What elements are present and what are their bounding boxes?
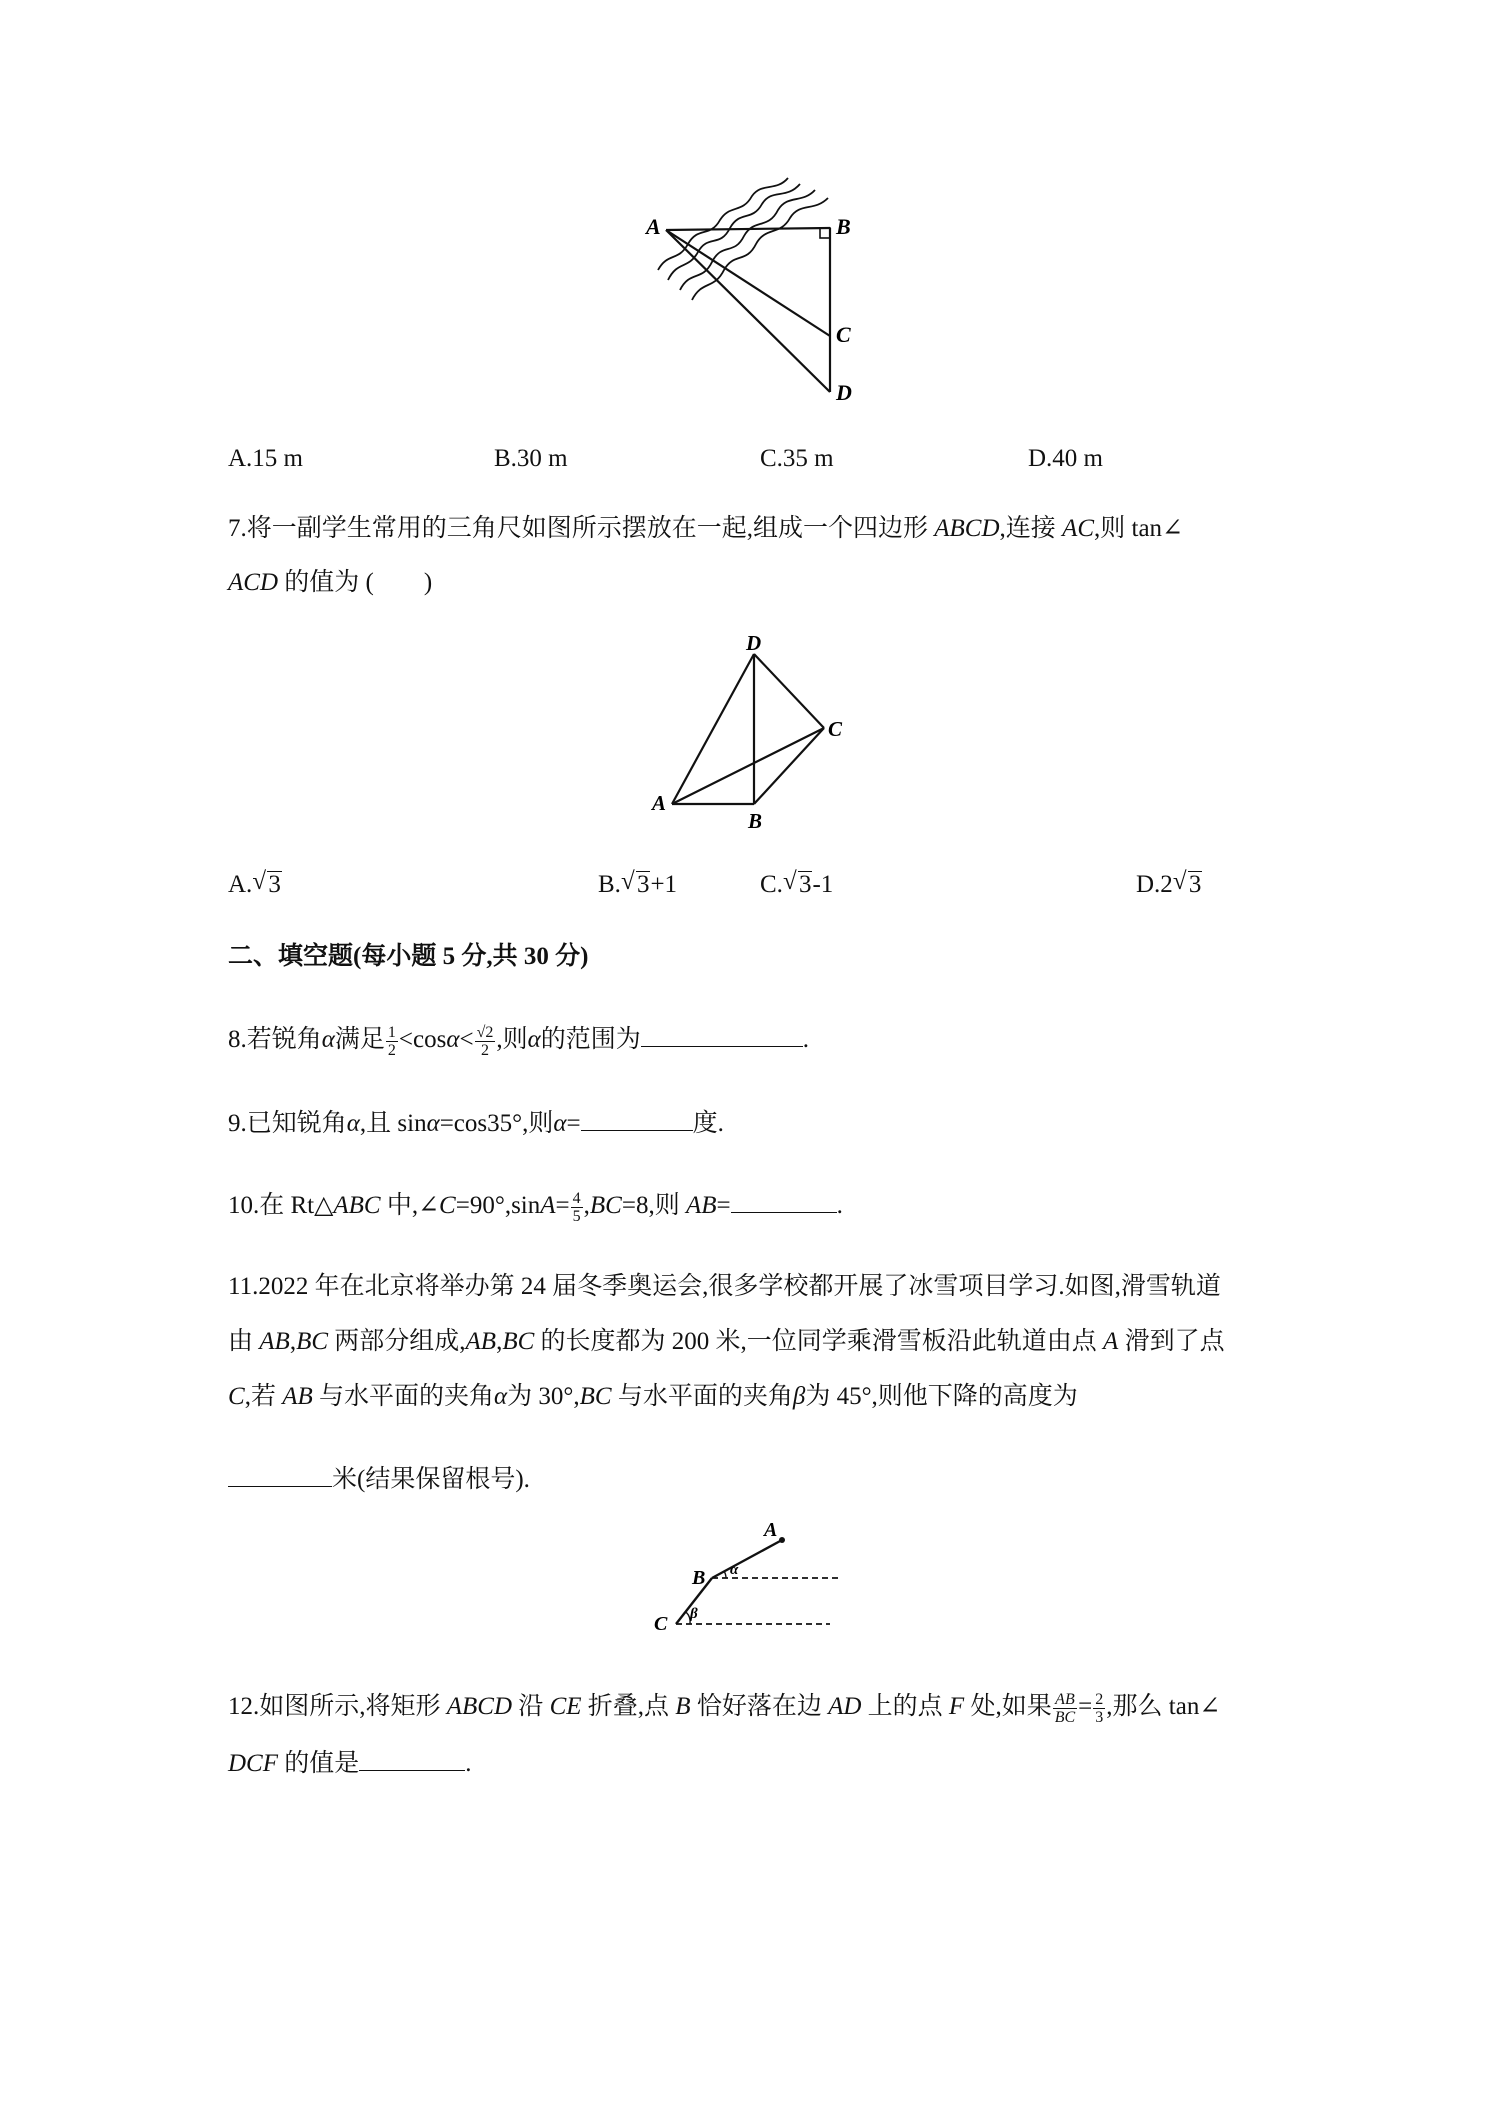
q7-option-b: B. √ 3+1 xyxy=(598,868,678,898)
label-C: C xyxy=(828,717,843,741)
q8-line: 8.若锐角α满足 $\frac{1}{2}$ <cosα< $\frac{√2}{2}$ ,则α的范围为 . xyxy=(228,1023,810,1059)
quadrilateral-lines xyxy=(672,654,824,804)
angle-alpha-arc xyxy=(724,1571,726,1578)
q12-line-2: DCF 的值是 . xyxy=(228,1746,472,1781)
q7-option-c: C. √ 3-1 xyxy=(760,868,834,898)
q6-option-a: A.15 m xyxy=(228,445,303,472)
q6-option-b: B.30 m xyxy=(494,445,568,472)
figure-q7 xyxy=(640,630,870,830)
label-A: A xyxy=(764,1519,778,1541)
q10-line: 10.在 Rt△ABC 中,∠C=90°,sinA= $\frac{4}{5}$ ,BC=8,则 AB= . xyxy=(228,1189,843,1225)
q7-option-a: A. √ 3 xyxy=(228,868,281,898)
section-heading: 二、填空题(每小题 5 分,共 30 分) xyxy=(228,943,589,970)
q7-option-d: D.2 √ 3 xyxy=(1136,868,1202,898)
answer-blank xyxy=(359,1746,465,1771)
label-B: B xyxy=(748,809,763,830)
label-A: A xyxy=(652,791,667,815)
label-D: D xyxy=(746,631,762,655)
q11-line-4: 米(结果保留根号). xyxy=(228,1462,530,1497)
label-A: A xyxy=(646,214,661,239)
point-A xyxy=(779,1537,785,1543)
label-C: C xyxy=(836,322,851,347)
river-waves xyxy=(658,178,828,300)
q9-line: 9.已知锐角α,且 sinα=cos35°,则α= 度. xyxy=(228,1106,724,1141)
label-beta: β xyxy=(690,1606,698,1622)
q11-line-2: 由 AB,BC 两部分组成,AB,BC 的长度都为 200 米,一位同学乘滑雪板沿此轨道由点 A 滑到了点 xyxy=(228,1328,1225,1355)
label-D: D xyxy=(836,380,852,405)
answer-blank xyxy=(731,1188,837,1213)
label-B: B xyxy=(692,1567,706,1589)
label-alpha: α xyxy=(730,1562,739,1578)
q6-option-c: C.35 m xyxy=(760,445,834,472)
q11-line-3: C,若 AB 与水平面的夹角α为 30°,BC 与水平面的夹角β为 45°,则他下降的高度为 xyxy=(228,1383,1078,1410)
figure-q6 xyxy=(630,170,890,410)
q6-option-d: D.40 m xyxy=(1028,445,1103,472)
figure-q11 xyxy=(640,1508,860,1638)
label-C: C xyxy=(654,1613,668,1635)
answer-blank xyxy=(641,1022,803,1047)
q7-line-1: 7.将一副学生常用的三角尺如图所示摆放在一起,组成一个四边形 ABCD,连接 AC,则 tan∠ xyxy=(228,515,1184,542)
q11-line-1: 11.2022 年在北京将举办第 24 届冬季奥运会,很多学校都开展了冰雪项目学习.如图,滑雪轨道 xyxy=(228,1273,1221,1300)
label-B: B xyxy=(836,214,851,239)
answer-blank xyxy=(228,1462,332,1487)
q12-line-1: 12.如图所示,将矩形 ABCD 沿 CE 折叠,点 B 恰好落在边 AD 上的点 F 处,如果 $\frac{AB}{BC}$ = $\frac{2}{3}$ ,那么 tan∠ xyxy=(228,1690,1221,1726)
q7-line-2: ACD 的值为 ( ) xyxy=(228,569,433,596)
figure-lines xyxy=(666,228,830,392)
answer-blank xyxy=(581,1106,693,1131)
